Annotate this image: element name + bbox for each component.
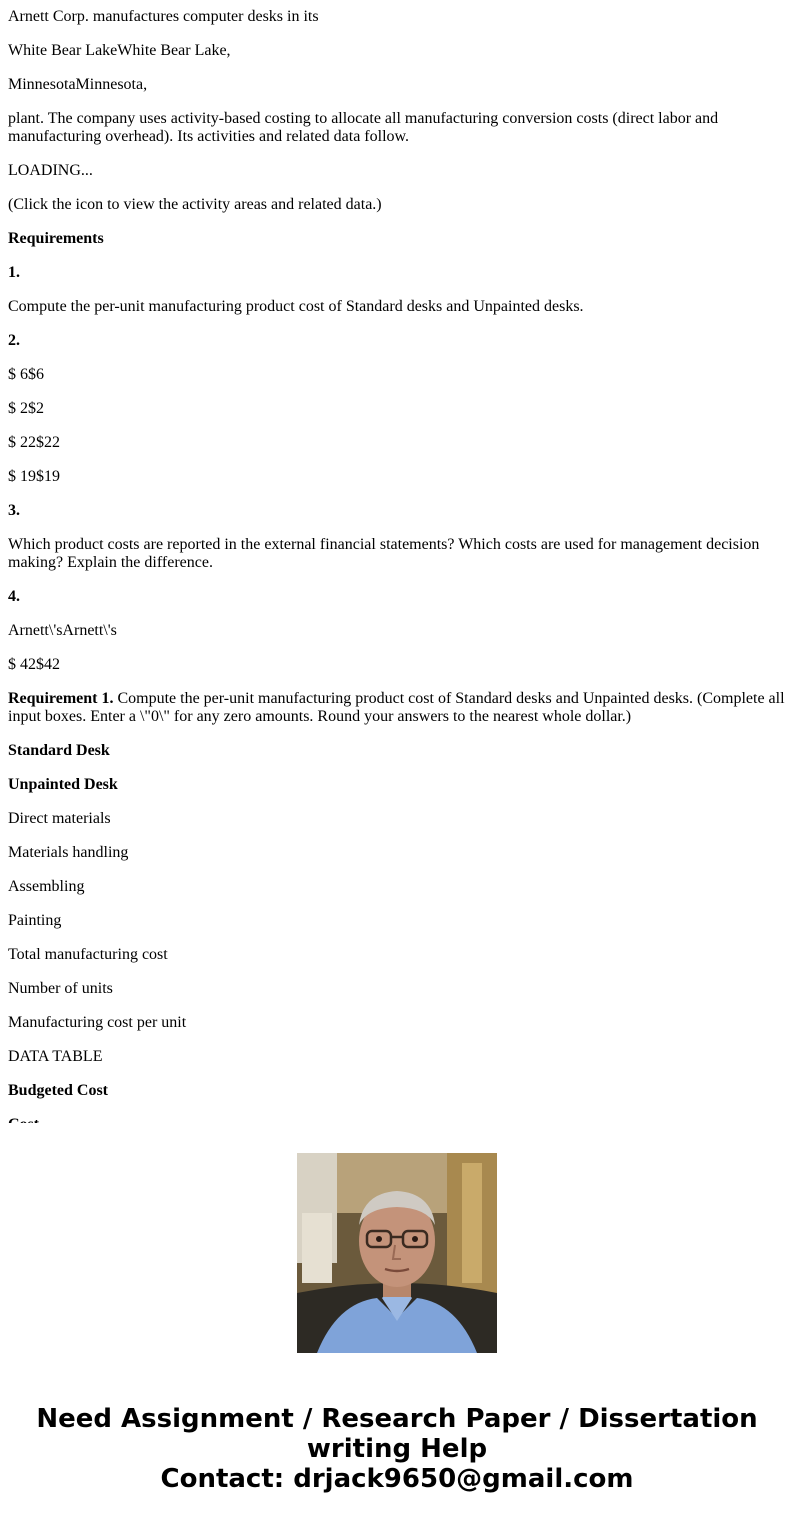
budgeted-cost-heading: Budgeted Cost (8, 1082, 109, 1099)
column-header-standard: Standard Desk (8, 742, 110, 759)
promo-contact-line[interactable]: Contact: drjack9650@gmail.com (160, 1464, 634, 1494)
portrait-image (297, 1153, 497, 1353)
data-table-title: DATA TABLE (8, 1048, 103, 1065)
amount-line: $ 22$22 (8, 434, 60, 451)
requirement-1-label: Requirement 1. (8, 690, 114, 707)
requirement-1-instruction (8, 690, 788, 726)
intro-paragraph: plant. The company uses activity-based costing to allocate all manufacturing conversion costs (direct labor and manufacturing overhead). Its activities and related data follow. (8, 110, 719, 145)
row-label-painting: Painting (8, 912, 62, 929)
row-label-total-manufacturing-cost: Total manufacturing cost (8, 946, 168, 963)
requirement-1-text: Compute the per-unit manufacturing product cost of Standard desks and Unpainted desks. (8, 298, 584, 315)
requirement-number-2: 2. (8, 332, 20, 349)
promo-line-1: Need Assignment / Research Paper / Dissertation (36, 1404, 758, 1434)
requirement-3-text: Which product costs are reported in the external financial statements? Which costs are used for management decision making? Explain the difference. (8, 536, 760, 571)
click-icon-instruction[interactable]: (Click the icon to view the activity areas and related data.) (8, 196, 382, 213)
row-label-number-of-units: Number of units (8, 980, 113, 997)
company-possessive: Arnett\'sArnett\'s (8, 622, 117, 639)
author-photo (297, 1153, 497, 1353)
requirement-number-4: 4. (8, 588, 20, 605)
amount-line: $ 2$2 (8, 400, 44, 417)
row-label-direct-materials: Direct materials (8, 810, 111, 827)
row-label-materials-handling: Materials handling (8, 844, 129, 861)
requirement-1-instruction-text: Compute the per-unit manufacturing product cost of Standard desks and Unpainted desks. (Complete all input boxes. Enter a \"0\" for any zero amounts. Round your answers to the nearest whole dollar.) (8, 690, 785, 725)
intro-line-3: MinnesotaMinnesota, (8, 76, 148, 93)
intro-line-2: White Bear LakeWhite Bear Lake, (8, 42, 231, 59)
row-label-cost-per-unit: Manufacturing cost per unit (8, 1014, 187, 1031)
requirement-number-3: 3. (8, 502, 20, 519)
row-label-assembling: Assembling (8, 878, 85, 895)
requirements-heading: Requirements (8, 230, 104, 247)
promo-section (0, 1123, 794, 1523)
amount-line: $ 42$42 (8, 656, 60, 673)
intro-line-1: Arnett Corp. manufactures computer desks in its (8, 8, 319, 25)
column-header-unpainted: Unpainted Desk (8, 776, 118, 793)
requirement-number-1: 1. (8, 264, 20, 281)
promo-text (0, 1404, 794, 1494)
amount-line: $ 19$19 (8, 468, 60, 485)
promo-line-2: writing Help (306, 1434, 488, 1464)
document-body (8, 0, 788, 1123)
amount-line: $ 6$6 (8, 366, 44, 383)
loading-text: LOADING... (8, 162, 93, 179)
